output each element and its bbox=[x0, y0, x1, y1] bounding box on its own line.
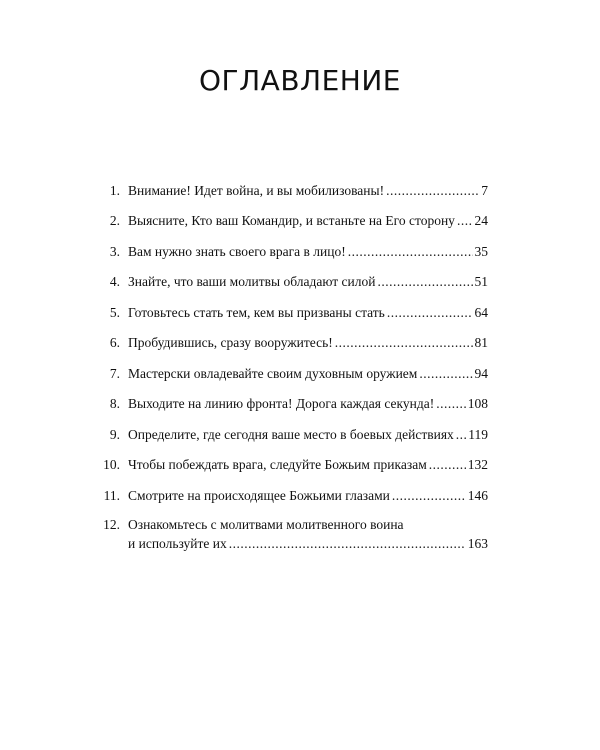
dot-leader bbox=[387, 305, 473, 321]
toc-entry-number: 1. bbox=[109, 182, 120, 198]
toc-entry-1[interactable] bbox=[96, 168, 488, 199]
toc-entry-number: 7. bbox=[109, 365, 120, 381]
toc-entry-title: Вам нужно знать своего врага в лицо! bbox=[128, 243, 346, 259]
toc-entry-title: Определите, где сегодня ваше место в боевых действиях bbox=[128, 426, 454, 442]
toc-entry-title: Мастерски овладевайте своим духовным оружием bbox=[128, 365, 418, 381]
toc-entry-4[interactable] bbox=[96, 260, 488, 291]
toc-entry-number: 3. bbox=[109, 243, 120, 259]
toc-entry-10[interactable] bbox=[96, 443, 488, 474]
toc-entry-page: 35 bbox=[474, 243, 488, 259]
page-title: ОГЛАВЛЕНИЕ bbox=[199, 64, 401, 97]
dot-leader bbox=[377, 274, 472, 290]
dot-leader bbox=[348, 244, 473, 260]
dot-leader bbox=[419, 366, 472, 382]
toc-entry-page: 24 bbox=[474, 213, 488, 228]
toc-entry-5[interactable] bbox=[96, 290, 488, 321]
toc-entry-9[interactable] bbox=[96, 412, 488, 443]
dot-leader bbox=[457, 213, 473, 229]
toc-entry-title: Готовьтесь стать тем, кем вы призваны стать bbox=[128, 304, 385, 320]
dot-leader bbox=[229, 534, 466, 553]
dot-leader bbox=[429, 457, 466, 473]
toc-entry-title: Ознакомьтесь с молитвами молитвенного воина bbox=[128, 516, 404, 532]
toc-entry-number: 11. bbox=[103, 487, 120, 503]
toc-entry-12[interactable] bbox=[96, 515, 488, 553]
toc-entry-page: 64 bbox=[474, 304, 488, 320]
toc-entry-page: 7 bbox=[481, 182, 488, 198]
toc-entry-number: 2. bbox=[109, 213, 120, 228]
toc-entry-page: 119 bbox=[468, 426, 488, 442]
toc-entry-title: Смотрите на происходящее Божьими глазами bbox=[128, 487, 390, 503]
toc-entry-title: Выходите на линию фронта! Дорога каждая секунда! bbox=[128, 396, 435, 411]
dot-leader bbox=[456, 427, 466, 443]
toc-entry-page: 132 bbox=[467, 457, 488, 472]
dot-leader bbox=[335, 335, 473, 351]
toc-entry-title: Чтобы побеждать врага, следуйте Божьим приказам bbox=[128, 457, 427, 472]
toc-entry-title-continued: и используйте их bbox=[128, 535, 227, 551]
toc-entry-number: 6. bbox=[109, 335, 120, 350]
toc-entry-page: 146 bbox=[467, 487, 488, 503]
toc-entry-7[interactable] bbox=[96, 351, 488, 382]
toc-entry-number: 8. bbox=[109, 396, 120, 411]
toc-entry-number: 5. bbox=[109, 304, 120, 320]
toc-entry-number: 4. bbox=[109, 274, 120, 289]
toc-entry-title: Внимание! Идет война, и вы мобилизованы! bbox=[128, 182, 385, 198]
toc-entry-title: Выясните, Кто ваш Командир, и встаньте на Его сторону bbox=[128, 213, 455, 228]
toc-entry-page: 94 bbox=[474, 365, 488, 381]
toc-entry-page: 108 bbox=[467, 396, 488, 411]
toc-entry-number: 9. bbox=[109, 426, 120, 442]
dot-leader bbox=[392, 488, 466, 504]
toc-entry-page: 51 bbox=[474, 274, 488, 289]
toc-entry-3[interactable] bbox=[96, 229, 488, 260]
toc-entry-page: 81 bbox=[474, 335, 488, 350]
table-of-contents bbox=[96, 168, 488, 553]
toc-entry-number: 12. bbox=[103, 516, 120, 532]
toc-entry-number: 10. bbox=[103, 457, 120, 472]
toc-entry-2[interactable] bbox=[96, 199, 488, 230]
dot-leader bbox=[436, 396, 466, 412]
toc-entry-6[interactable] bbox=[96, 321, 488, 352]
toc-entry-title: Пробудившись, сразу вооружитесь! bbox=[128, 335, 333, 350]
toc-entry-page: 163 bbox=[467, 535, 488, 551]
toc-entry-title: Знайте, что ваши молитвы обладают силой bbox=[128, 274, 376, 289]
toc-entry-11[interactable] bbox=[96, 473, 488, 504]
dot-leader bbox=[386, 183, 479, 199]
toc-entry-8[interactable] bbox=[96, 382, 488, 413]
